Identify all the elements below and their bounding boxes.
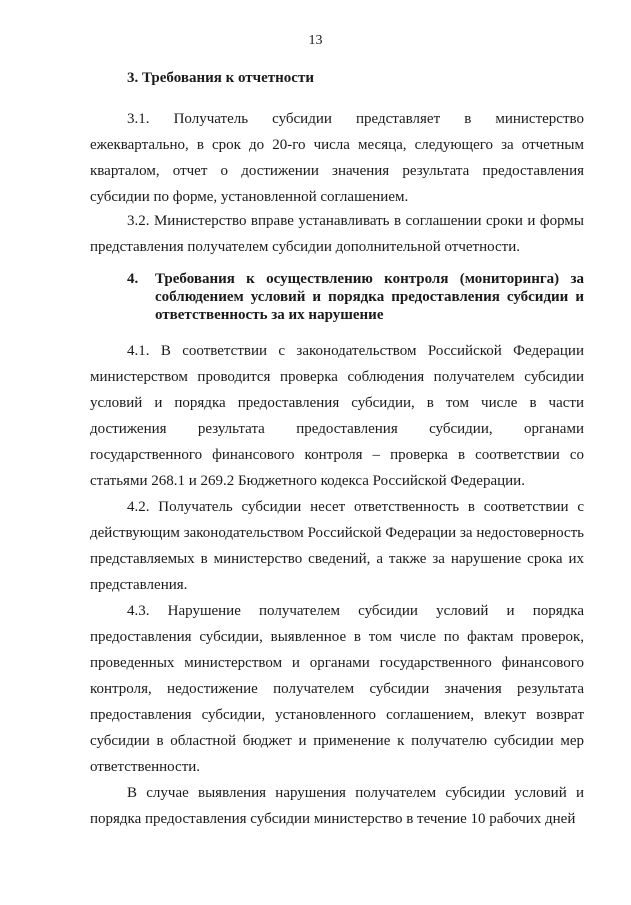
- paragraph-4-1: 4.1. В соответствии с законодательством Российской Федерации министерством проводится проверка соблюдения получателем субсидии условий и порядка предоставления субсидии, в том числе в части достижения результата предоставления субсидии, органами государственного финансового контроля – проверка в соответствии со статьями 268.1 и 269.2 Бюджетного кодекса Российской Федерации.: [90, 343, 584, 489]
- paragraph-3-2: 3.2. Министерство вправе устанавливать в соглашении сроки и формы представления получателем субсидии дополнительной отчетности.: [90, 213, 584, 255]
- section-3-heading: 3. Требования к отчетности: [127, 70, 314, 86]
- paragraph-4-2: 4.2. Получатель субсидии несет ответственность в соответствии с действующим законодательством Российской Федерации за недостоверность представляемых в министерство сведений, а также за нарушение срока их представления.: [90, 499, 584, 593]
- paragraph-4-3: 4.3. Нарушение получателем субсидии условий и порядка предоставления субсидии, выявленное в том числе по фактам проверок, проведенных министерством и органами государственного финансового контроля, недостижение получателем субсидии значения результата предоставления субсидии, установленного соглашением, влекут возврат субсидии в областной бюджет и применение к получателю субсидии мер ответственности.: [90, 603, 584, 775]
- paragraph-3-1: 3.1. Получатель субсидии представляет в министерство ежеквартально, в срок до 20-го числа месяца, следующего за отчетным кварталом, отчет о достижении значения результата предоставления субсидии по форме, установленной соглашением.: [90, 111, 584, 205]
- section-4-number: 4.: [127, 271, 139, 287]
- paragraph-4-4: В случае выявления нарушения получателем субсидии условий и порядка предоставления субсидии министерство в течение 10 рабочих дней: [90, 785, 584, 827]
- section-4-heading: [127, 270, 584, 324]
- section-4-title: Требования к осуществлению контроля (мониторинга) за соблюдением условий и порядка предоставления субсидии и ответственность за их нарушение: [155, 271, 584, 323]
- page-number: 13: [308, 33, 323, 48]
